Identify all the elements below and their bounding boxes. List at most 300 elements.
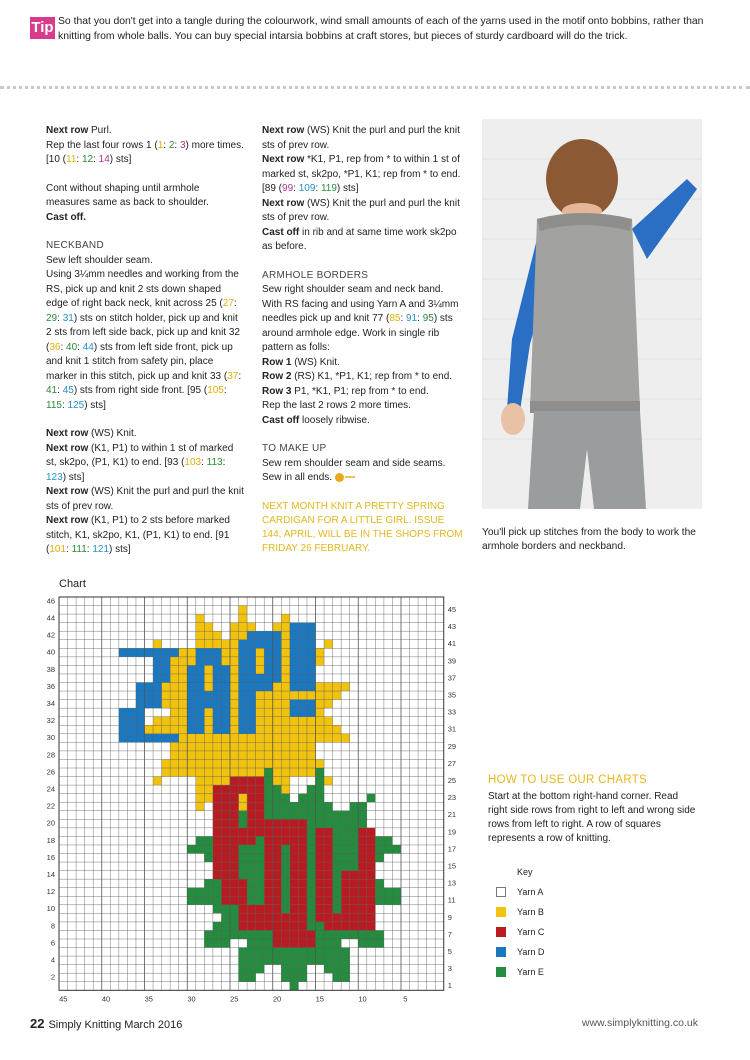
chart-cell-yarn-c: [290, 819, 299, 828]
chart-cell-yarn-e: [281, 794, 290, 803]
chart-cell-yarn-b: [204, 742, 213, 751]
chart-cell-yarn-d: [204, 657, 213, 666]
chart-cell-yarn-c: [221, 802, 230, 811]
chart-cell-yarn-c: [316, 836, 325, 845]
chart-cell-yarn-e: [239, 871, 248, 880]
chart-cell-yarn-d: [221, 665, 230, 674]
chart-cell-yarn-b: [230, 751, 239, 760]
chart-cell-yarn-d: [213, 665, 222, 674]
chart-cell-yarn-d: [221, 683, 230, 692]
chart-cell-yarn-b: [281, 683, 290, 692]
chart-cell-yarn-b: [256, 759, 265, 768]
section-heading-makeup: TO MAKE UP: [262, 443, 327, 454]
chart-cell-yarn-c: [290, 862, 299, 871]
chart-cell-yarn-b: [162, 768, 171, 777]
chart-cell-yarn-b: [230, 768, 239, 777]
chart-cell-yarn-c: [230, 828, 239, 837]
chart-cell-yarn-c: [239, 896, 248, 905]
chart-cell-yarn-e: [350, 845, 359, 854]
chart-cell-yarn-d: [256, 683, 265, 692]
chart-cell-yarn-b: [324, 725, 333, 734]
chart-cell-yarn-d: [153, 674, 162, 683]
row-label-left: 30: [46, 733, 55, 743]
chart-cell-yarn-e: [367, 930, 376, 939]
chart-cell-yarn-e: [307, 819, 316, 828]
chart-cell-yarn-c: [239, 913, 248, 922]
chart-cell-yarn-d: [273, 657, 282, 666]
chart-cell-yarn-e: [256, 871, 265, 880]
chart-cell-yarn-e: [281, 871, 290, 880]
instruction-text: Cast off loosely ribwise.: [262, 414, 370, 426]
chart-cell-yarn-e: [290, 948, 299, 957]
chart-cell-yarn-b: [170, 674, 179, 683]
chart-cell-yarn-d: [264, 674, 273, 683]
chart-cell-yarn-c: [247, 794, 256, 803]
row-label-left: 16: [46, 852, 55, 862]
chart-cell-yarn-d: [290, 657, 299, 666]
chart-cell-yarn-c: [324, 871, 333, 880]
chart-cell-yarn-b: [179, 768, 188, 777]
chart-cell-yarn-b: [230, 665, 239, 674]
chart-cell-yarn-b: [298, 768, 307, 777]
chart-cell-yarn-c: [256, 922, 265, 931]
chart-cell-yarn-b: [196, 614, 205, 623]
chart-cell-yarn-d: [247, 683, 256, 692]
chart-cell-yarn-c: [221, 854, 230, 863]
row-label-left: 12: [46, 887, 55, 897]
chart-cell-yarn-e: [187, 888, 196, 897]
chart-cell-yarn-b: [204, 794, 213, 803]
chart-cell-yarn-c: [213, 854, 222, 863]
instruction-text: Sew right shoulder seam and neck band. With RS facing and using Yarn A and 3¼mm needles pick up and knit 77 (85: 91: 95) sts around armhole edge. Work in single rib pattern as folls:: [262, 284, 459, 353]
chart-cell-yarn-c: [281, 930, 290, 939]
chart-cell-yarn-c: [367, 871, 376, 880]
chart-cell-yarn-c: [256, 905, 265, 914]
chart-cell-yarn-b: [179, 751, 188, 760]
chart-cell-yarn-d: [162, 734, 171, 743]
chart-cell-yarn-c: [230, 777, 239, 786]
chart-cell-yarn-c: [358, 905, 367, 914]
chart-cell-yarn-b: [316, 691, 325, 700]
chart-cell-yarn-d: [290, 674, 299, 683]
chart-cell-yarn-b: [307, 717, 316, 726]
chart-cell-yarn-b: [290, 725, 299, 734]
chart-cell-yarn-d: [153, 665, 162, 674]
chart-cell-yarn-b: [196, 768, 205, 777]
chart-cell-yarn-e: [375, 896, 384, 905]
chart-cell-yarn-b: [281, 708, 290, 717]
chart-cell-yarn-e: [247, 965, 256, 974]
chart-cell-yarn-b: [170, 691, 179, 700]
chart-cell-yarn-b: [247, 768, 256, 777]
chart-cell-yarn-c: [290, 871, 299, 880]
chart-cell-yarn-d: [298, 708, 307, 717]
chart-cell-yarn-d: [127, 708, 136, 717]
chart-cell-yarn-e: [247, 948, 256, 957]
chart-cell-yarn-b: [247, 623, 256, 632]
chart-cell-yarn-c: [247, 828, 256, 837]
chart-cell-yarn-e: [307, 922, 316, 931]
instruction-text: Next row (WS) Knit the purl and purl the knit sts of prev row.: [46, 486, 244, 512]
chart-cell-yarn-d: [298, 648, 307, 657]
row-label-right: 45: [447, 604, 457, 614]
chart-cell-yarn-e: [221, 922, 230, 931]
chart-cell-yarn-c: [230, 802, 239, 811]
chart-cell-yarn-c: [358, 828, 367, 837]
chart-cell-yarn-e: [239, 811, 248, 820]
chart-cell-yarn-e: [281, 973, 290, 982]
chart-cell-yarn-d: [162, 674, 171, 683]
key-title: Key: [517, 867, 533, 877]
chart-cell-yarn-c: [341, 896, 350, 905]
chart-cell-yarn-b: [204, 751, 213, 760]
chart-cell-yarn-d: [127, 648, 136, 657]
yarn-c-swatch: [496, 927, 506, 937]
chart-cell-yarn-e: [247, 888, 256, 897]
chart-cell-yarn-e: [384, 836, 393, 845]
chart-cell-yarn-b: [264, 759, 273, 768]
chart-cell-yarn-d: [290, 648, 299, 657]
chart-cell-yarn-c: [316, 871, 325, 880]
chart-cell-yarn-c: [298, 913, 307, 922]
chart-cell-yarn-d: [290, 665, 299, 674]
chart-cell-yarn-c: [298, 905, 307, 914]
chart-cell-yarn-d: [127, 725, 136, 734]
chart-cell-yarn-c: [247, 836, 256, 845]
chart-cell-yarn-c: [290, 939, 299, 948]
chart-cell-yarn-d: [247, 700, 256, 709]
chart-cell-yarn-b: [204, 640, 213, 649]
chart-cell-yarn-c: [273, 828, 282, 837]
chart-cell-yarn-e: [264, 939, 273, 948]
chart-cell-yarn-c: [239, 785, 248, 794]
chart-cell-yarn-e: [247, 854, 256, 863]
chart-cell-yarn-b: [281, 734, 290, 743]
chart-cell-yarn-d: [247, 717, 256, 726]
instruction-text: Rep the last 2 rows 2 more times.: [262, 400, 411, 411]
chart-cell-yarn-e: [281, 854, 290, 863]
chart-cell-yarn-b: [239, 759, 248, 768]
chart-cell-yarn-b: [179, 717, 188, 726]
chart-cell-yarn-e: [358, 811, 367, 820]
chart-cell-yarn-b: [153, 640, 162, 649]
chart-cell-yarn-b: [273, 777, 282, 786]
chart-cell-yarn-e: [264, 802, 273, 811]
chart-cell-yarn-c: [350, 913, 359, 922]
chart-cell-yarn-b: [307, 734, 316, 743]
chart-cell-yarn-c: [358, 888, 367, 897]
chart-cell-yarn-b: [290, 759, 299, 768]
chart-cell-yarn-c: [298, 879, 307, 888]
chart-cell-yarn-e: [350, 811, 359, 820]
chart-cell-yarn-c: [273, 913, 282, 922]
chart-cell-yarn-e: [221, 930, 230, 939]
chart-cell-yarn-b: [204, 717, 213, 726]
chart-cell-yarn-e: [187, 896, 196, 905]
chart-cell-yarn-d: [196, 674, 205, 683]
chart-cell-yarn-e: [204, 930, 213, 939]
chart-cell-yarn-b: [239, 631, 248, 640]
chart-cell-yarn-b: [196, 794, 205, 803]
chart-cell-yarn-e: [307, 802, 316, 811]
chart-cell-yarn-e: [333, 862, 342, 871]
chart-cell-yarn-d: [213, 708, 222, 717]
chart-cell-yarn-d: [239, 674, 248, 683]
chart-cell-yarn-d: [239, 640, 248, 649]
chart-cell-yarn-c: [221, 879, 230, 888]
chart-cell-yarn-e: [281, 956, 290, 965]
chart-cell-yarn-c: [367, 913, 376, 922]
chart-cell-yarn-b: [256, 700, 265, 709]
chart-cell-yarn-e: [247, 973, 256, 982]
chart-cell-yarn-c: [264, 896, 273, 905]
chart-cell-yarn-d: [145, 700, 154, 709]
chart-cell-yarn-e: [333, 965, 342, 974]
chart-cell-yarn-e: [256, 965, 265, 974]
chart-cell-yarn-c: [341, 871, 350, 880]
chart-cell-yarn-e: [307, 879, 316, 888]
chart-cell-yarn-d: [204, 700, 213, 709]
chart-cell-yarn-c: [350, 879, 359, 888]
chart-cell-yarn-c: [230, 862, 239, 871]
chart-cell-yarn-c: [273, 854, 282, 863]
chart-cell-yarn-e: [316, 785, 325, 794]
chart-cell-yarn-b: [324, 691, 333, 700]
chart-cell-yarn-e: [316, 794, 325, 803]
chart-cell-yarn-e: [204, 896, 213, 905]
chart-cell-yarn-b: [298, 759, 307, 768]
chart-cell-yarn-c: [264, 905, 273, 914]
chart-cell-yarn-c: [273, 930, 282, 939]
chart-cell-yarn-d: [187, 665, 196, 674]
chart-cell-yarn-b: [247, 742, 256, 751]
chart-cell-yarn-e: [333, 811, 342, 820]
chart-cell-yarn-b: [281, 691, 290, 700]
row-label-left: 20: [46, 818, 55, 828]
chart-cell-yarn-b: [230, 717, 239, 726]
chart-cell-yarn-b: [239, 742, 248, 751]
chart-cell-yarn-e: [324, 948, 333, 957]
row-label-right: 39: [447, 656, 457, 666]
chart-cell-yarn-c: [290, 888, 299, 897]
yarn-d-swatch: [496, 947, 506, 957]
row-label-right: 5: [447, 946, 452, 956]
chart-cell-yarn-b: [256, 768, 265, 777]
chart-cell-yarn-b: [239, 614, 248, 623]
chart-cell-yarn-b: [316, 717, 325, 726]
chart-cell-yarn-b: [187, 751, 196, 760]
chart-cell-yarn-b: [230, 623, 239, 632]
chart-cell-yarn-e: [307, 862, 316, 871]
chart-cell-yarn-b: [196, 631, 205, 640]
instruction-text: Row 1 (WS) Knit.: [262, 356, 340, 368]
chart-cell-yarn-c: [358, 845, 367, 854]
chart-cell-yarn-c: [230, 845, 239, 854]
chart-cell-yarn-c: [290, 896, 299, 905]
chart-cell-yarn-d: [145, 691, 154, 700]
chart-cell-yarn-e: [290, 956, 299, 965]
chart-cell-yarn-c: [358, 871, 367, 880]
chart-cell-yarn-c: [221, 871, 230, 880]
chart-cell-yarn-b: [204, 785, 213, 794]
key-label: Yarn B: [517, 907, 544, 917]
column-label: 20: [272, 994, 282, 1004]
chart-cell-yarn-c: [324, 913, 333, 922]
chart-cell-yarn-d: [239, 648, 248, 657]
chart-cell-yarn-e: [307, 896, 316, 905]
chart-cell-yarn-d: [298, 674, 307, 683]
chart-cell-yarn-c: [247, 802, 256, 811]
chart-cell-yarn-e: [384, 888, 393, 897]
chart-cell-yarn-c: [273, 836, 282, 845]
chart-cell-yarn-b: [273, 717, 282, 726]
chart-cell-yarn-e: [307, 905, 316, 914]
chart-cell-yarn-e: [256, 862, 265, 871]
chart-cell-yarn-d: [213, 717, 222, 726]
next-row-label: Next row: [46, 125, 89, 136]
chart-cell-yarn-b: [307, 742, 316, 751]
chart-cell-yarn-b: [316, 700, 325, 709]
instruction-text: Next row *K1, P1, rep from * to within 1 st of marked st, sk2po, *P1, K1; rep from * to end. [89 (99: 109: 119) sts]: [262, 154, 461, 194]
chart-cell-yarn-b: [187, 734, 196, 743]
chart-cell-yarn-c: [230, 879, 239, 888]
chart-cell-yarn-e: [213, 939, 222, 948]
row-label-left: 10: [46, 904, 55, 914]
chart-cell-yarn-d: [213, 657, 222, 666]
chart-cell-yarn-e: [333, 973, 342, 982]
chart-cell-yarn-b: [247, 751, 256, 760]
chart-cell-yarn-c: [247, 922, 256, 931]
instruction-text: Purl.: [88, 125, 112, 136]
chart-cell-yarn-e: [273, 785, 282, 794]
row-label-right: 25: [447, 775, 457, 785]
chart-cell-yarn-d: [239, 691, 248, 700]
column-label: 40: [101, 994, 111, 1004]
chart-cell-yarn-d: [196, 725, 205, 734]
chart-cell-yarn-d: [196, 683, 205, 692]
chart-cell-yarn-d: [153, 683, 162, 692]
chart-cell-yarn-e: [358, 802, 367, 811]
chart-cell-yarn-d: [136, 717, 145, 726]
chart-cell-yarn-b: [221, 759, 230, 768]
chart-cell-yarn-b: [307, 751, 316, 760]
chart-cell-yarn-d: [307, 640, 316, 649]
chart-cell-yarn-b: [273, 700, 282, 709]
chart-cell-yarn-e: [333, 905, 342, 914]
chart-cell-yarn-b: [281, 640, 290, 649]
chart-cell-yarn-e: [316, 819, 325, 828]
chart-cell-yarn-c: [290, 913, 299, 922]
chart-cell-yarn-d: [239, 708, 248, 717]
chart-cell-yarn-b: [221, 742, 230, 751]
chart-cell-yarn-e: [281, 802, 290, 811]
chart-cell-yarn-b: [341, 683, 350, 692]
chart-cell-yarn-b: [298, 734, 307, 743]
chart-cell-yarn-e: [298, 973, 307, 982]
chart-cell-yarn-c: [221, 888, 230, 897]
chart-cell-yarn-b: [179, 708, 188, 717]
chart-cell-yarn-c: [298, 888, 307, 897]
chart-cell-yarn-b: [230, 734, 239, 743]
row-label-right: 37: [447, 673, 457, 683]
chart-cell-yarn-b: [196, 734, 205, 743]
chart-cell-yarn-d: [247, 674, 256, 683]
chart-cell-yarn-c: [221, 862, 230, 871]
chart-cell-yarn-b: [324, 683, 333, 692]
row-label-right: 23: [447, 793, 457, 803]
chart-cell-yarn-c: [290, 905, 299, 914]
row-label-left: 46: [46, 596, 55, 606]
chart-cell-yarn-b: [281, 623, 290, 632]
chart-cell-yarn-b: [196, 802, 205, 811]
chart-cell-yarn-e: [341, 845, 350, 854]
chart-cell-yarn-c: [264, 913, 273, 922]
chart-cell-yarn-e: [196, 836, 205, 845]
chart-cell-yarn-b: [230, 725, 239, 734]
tip-badge: Tip: [30, 17, 55, 39]
chart-cell-yarn-b: [316, 648, 325, 657]
chart-cell-yarn-e: [230, 905, 239, 914]
chart-cell-yarn-e: [307, 836, 316, 845]
chart-cell-yarn-c: [273, 845, 282, 854]
chart-cell-yarn-e: [256, 930, 265, 939]
chart-cell-yarn-e: [221, 905, 230, 914]
chart-cell-yarn-d: [162, 657, 171, 666]
chart-cell-yarn-e: [247, 871, 256, 880]
chart-cell-yarn-c: [350, 896, 359, 905]
chart-cell-yarn-b: [256, 734, 265, 743]
chart-cell-yarn-e: [350, 828, 359, 837]
chart-cell-yarn-c: [298, 819, 307, 828]
chart-cell-yarn-b: [333, 683, 342, 692]
chart-cell-yarn-b: [239, 606, 248, 615]
chart-cell-yarn-b: [170, 742, 179, 751]
chart-cell-yarn-c: [298, 922, 307, 931]
chart-cell-yarn-b: [179, 691, 188, 700]
chart-cell-yarn-b: [230, 648, 239, 657]
chart-cell-yarn-b: [256, 717, 265, 726]
chart-cell-yarn-b: [247, 759, 256, 768]
column-label: 30: [187, 994, 196, 1004]
chart-cell-yarn-c: [239, 777, 248, 786]
row-label-right: 9: [447, 912, 452, 922]
chart-cell-yarn-e: [307, 785, 316, 794]
chart-cell-yarn-e: [298, 794, 307, 803]
chart-cell-yarn-b: [162, 725, 171, 734]
chart-cell-yarn-e: [307, 845, 316, 854]
page-number: 22: [30, 1016, 45, 1031]
chart-cell-yarn-b: [298, 691, 307, 700]
row-label-right: 19: [447, 827, 457, 837]
chart-cell-yarn-b: [264, 717, 273, 726]
chart-cell-yarn-d: [136, 734, 145, 743]
chart-cell-yarn-e: [196, 845, 205, 854]
chart-cell-yarn-b: [281, 700, 290, 709]
chart-cell-yarn-c: [290, 854, 299, 863]
magazine-title: Simply Knitting March 2016: [48, 1019, 183, 1031]
chart-cell-yarn-b: [196, 785, 205, 794]
row-label-left: 34: [46, 699, 55, 709]
chart-cell-yarn-c: [213, 836, 222, 845]
row-label-right: 15: [447, 861, 457, 871]
chart-cell-yarn-d: [247, 631, 256, 640]
chart-cell-yarn-e: [341, 854, 350, 863]
chart-cell-yarn-e: [375, 939, 384, 948]
chart-cell-yarn-c: [264, 819, 273, 828]
chart-cell-yarn-c: [273, 862, 282, 871]
chart-cell-yarn-b: [290, 691, 299, 700]
chart-cell-yarn-e: [316, 939, 325, 948]
